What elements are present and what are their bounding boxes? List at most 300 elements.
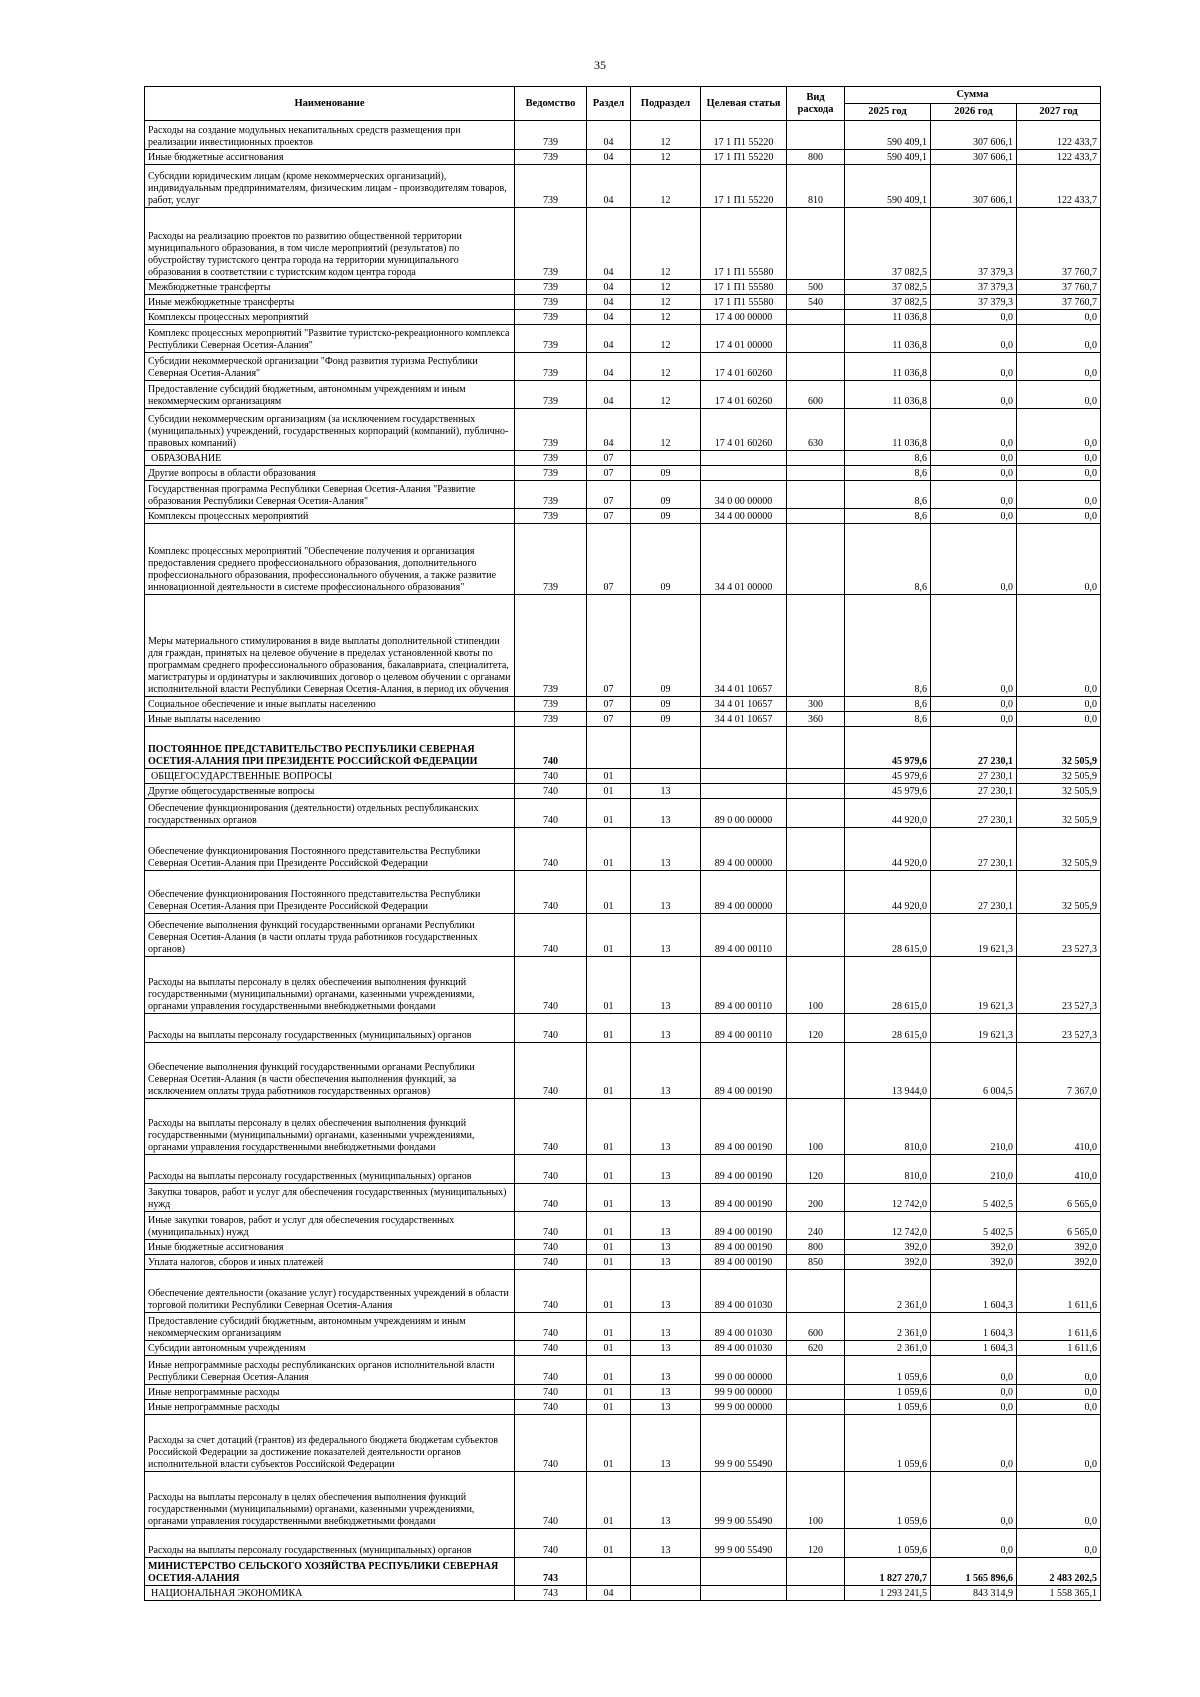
row-vid: 100 [787,1099,845,1155]
row-vid: 360 [787,712,845,727]
row-target: 99 9 00 55490 [701,1529,787,1558]
row-sum-2026: 0,0 [931,712,1017,727]
row-vedomstvo: 739 [515,595,587,697]
row-vedomstvo: 739 [515,451,587,466]
row-razdel: 01 [587,914,631,957]
row-razdel: 01 [587,1385,631,1400]
row-name: Иные выплаты населению [145,712,515,727]
table-row [145,409,1101,451]
row-razdel: 01 [587,1472,631,1529]
row-name: Комплексы процессных мероприятий [145,509,515,524]
row-vedomstvo: 740 [515,957,587,1014]
row-sum-2027: 6 565,0 [1017,1184,1101,1212]
table-row [145,1472,1101,1529]
row-razdel: 01 [587,1184,631,1212]
row-sum-2027: 0,0 [1017,1529,1101,1558]
row-sum-2026: 19 621,3 [931,1014,1017,1043]
row-sum-2026: 1 604,3 [931,1270,1017,1313]
row-sum-2026: 0,0 [931,1415,1017,1472]
row-sum-2027: 410,0 [1017,1155,1101,1184]
table-row [145,1415,1101,1472]
row-razdel: 01 [587,1155,631,1184]
row-razdel: 07 [587,466,631,481]
row-sum-2026: 0,0 [931,1356,1017,1385]
row-sum-2027: 0,0 [1017,381,1101,409]
row-vedomstvo: 740 [515,1155,587,1184]
row-razdel: 01 [587,1255,631,1270]
row-sum-2026: 37 379,3 [931,208,1017,280]
row-sum-2026: 0,0 [931,1529,1017,1558]
row-sum-2025: 8,6 [845,595,931,697]
row-target: 34 4 00 00000 [701,509,787,524]
row-sum-2027: 0,0 [1017,1472,1101,1529]
row-razdel: 01 [587,957,631,1014]
row-target: 89 4 00 00190 [701,1255,787,1270]
row-vid: 800 [787,150,845,165]
row-sum-2025: 1 059,6 [845,1400,931,1415]
row-vedomstvo: 740 [515,1341,587,1356]
row-vedomstvo: 740 [515,1212,587,1240]
row-sum-2026: 0,0 [931,697,1017,712]
table-row [145,481,1101,509]
row-razdel: 01 [587,784,631,799]
row-sum-2026: 0,0 [931,481,1017,509]
row-sum-2027: 122 433,7 [1017,121,1101,150]
row-sum-2025: 28 615,0 [845,1014,931,1043]
row-name: Субсидии некоммерческим организациям (за исключением государственных (муниципальных) учреждений, государственных корпораций (компаний), публично-правовых компаний) [145,409,515,451]
row-vid [787,509,845,524]
row-podrazdel: 13 [631,1356,701,1385]
row-razdel: 01 [587,1014,631,1043]
header-razdel: Раздел [587,87,631,121]
row-sum-2026: 0,0 [931,451,1017,466]
table-row [145,957,1101,1014]
row-name: Расходы на выплаты персоналу в целях обеспечения выполнения функций государственными (муниципальными) органами, казенными учреждениями, органами управления государственными внебюджетными фондами [145,1099,515,1155]
row-podrazdel: 09 [631,524,701,595]
row-razdel: 04 [587,310,631,325]
row-podrazdel: 12 [631,409,701,451]
row-vid: 800 [787,1240,845,1255]
row-name: ОБРАЗОВАНИЕ [145,451,515,466]
row-target [701,1558,787,1586]
row-sum-2027: 0,0 [1017,481,1101,509]
row-razdel: 04 [587,150,631,165]
row-podrazdel: 12 [631,150,701,165]
row-sum-2026: 1 565 896,6 [931,1558,1017,1586]
row-sum-2025: 45 979,6 [845,784,931,799]
row-podrazdel: 13 [631,1313,701,1341]
row-vedomstvo: 740 [515,1099,587,1155]
row-target: 17 4 01 60260 [701,409,787,451]
table-row [145,1255,1101,1270]
row-razdel: 01 [587,799,631,828]
row-vid: 850 [787,1255,845,1270]
row-name: Закупка товаров, работ и услуг для обеспечения государственных (муниципальных) нужд [145,1184,515,1212]
row-name: Обеспечение функционирования (деятельности) отдельных республиканских государственных органов [145,799,515,828]
row-razdel: 07 [587,697,631,712]
row-target: 34 4 01 00000 [701,524,787,595]
row-razdel: 04 [587,280,631,295]
row-vid: 300 [787,697,845,712]
row-podrazdel: 09 [631,595,701,697]
row-vedomstvo: 743 [515,1586,587,1601]
row-sum-2025: 1 059,6 [845,1356,931,1385]
row-sum-2025: 1 827 270,7 [845,1558,931,1586]
row-razdel: 07 [587,595,631,697]
row-target: 34 4 01 10657 [701,712,787,727]
table-row [145,325,1101,353]
row-sum-2026: 27 230,1 [931,727,1017,769]
row-name: Расходы на выплаты персоналу в целях обеспечения выполнения функций государственными (муниципальными) органами, казенными учреждениями, органами управления государственными внебюджетными фондами [145,957,515,1014]
row-vid [787,1415,845,1472]
row-vid: 540 [787,295,845,310]
row-razdel: 01 [587,1212,631,1240]
row-razdel: 01 [587,1356,631,1385]
row-vid: 120 [787,1529,845,1558]
row-name: Другие общегосударственные вопросы [145,784,515,799]
row-name: Предоставление субсидий бюджетным, автономным учреждениям и иным некоммерческим организациям [145,1313,515,1341]
row-target: 17 1 П1 55220 [701,150,787,165]
row-sum-2025: 8,6 [845,481,931,509]
row-name: Расходы на выплаты персоналу в целях обеспечения выполнения функций государственными (муниципальными) органами, казенными учреждениями, органами управления государственными внебюджетными фондами [145,1472,515,1529]
row-sum-2025: 37 082,5 [845,280,931,295]
row-sum-2025: 44 920,0 [845,828,931,871]
row-sum-2025: 8,6 [845,712,931,727]
table-row [145,1240,1101,1255]
row-podrazdel: 09 [631,712,701,727]
row-sum-2027: 0,0 [1017,409,1101,451]
table-row [145,1356,1101,1385]
row-razdel: 01 [587,1240,631,1255]
row-sum-2027: 0,0 [1017,712,1101,727]
row-sum-2025: 11 036,8 [845,325,931,353]
row-sum-2027: 32 505,9 [1017,769,1101,784]
row-sum-2026: 392,0 [931,1255,1017,1270]
row-podrazdel: 12 [631,310,701,325]
header-2025: 2025 год [845,104,931,121]
row-razdel: 04 [587,325,631,353]
row-name: Субсидии автономным учреждениям [145,1341,515,1356]
table-row [145,310,1101,325]
row-razdel [587,727,631,769]
row-podrazdel: 13 [631,1240,701,1255]
row-name: Государственная программа Республики Северная Осетия-Алания "Развитие образования Республики Северная Осетия-Алания" [145,481,515,509]
row-podrazdel: 13 [631,1212,701,1240]
row-razdel: 04 [587,353,631,381]
row-razdel: 01 [587,1099,631,1155]
row-sum-2027: 122 433,7 [1017,150,1101,165]
row-podrazdel: 13 [631,1472,701,1529]
row-vedomstvo: 739 [515,353,587,381]
row-target: 89 4 00 00110 [701,957,787,1014]
row-podrazdel [631,451,701,466]
row-target: 17 4 00 00000 [701,310,787,325]
row-vedomstvo: 740 [515,1472,587,1529]
table-row [145,1184,1101,1212]
table-header [145,87,1101,121]
row-vid [787,1385,845,1400]
row-name: НАЦИОНАЛЬНАЯ ЭКОНОМИКА [145,1586,515,1601]
row-podrazdel: 13 [631,1255,701,1270]
row-sum-2025: 1 059,6 [845,1472,931,1529]
row-sum-2027: 32 505,9 [1017,784,1101,799]
row-vedomstvo: 743 [515,1558,587,1586]
table-row [145,1043,1101,1099]
row-sum-2027: 0,0 [1017,325,1101,353]
row-sum-2025: 2 361,0 [845,1270,931,1313]
row-vid: 600 [787,381,845,409]
row-sum-2027: 32 505,9 [1017,799,1101,828]
row-vedomstvo: 740 [515,1385,587,1400]
row-name: Расходы на выплаты персоналу государственных (муниципальных) органов [145,1014,515,1043]
row-podrazdel: 13 [631,871,701,914]
row-name: Межбюджетные трансферты [145,280,515,295]
row-sum-2027: 0,0 [1017,1356,1101,1385]
row-sum-2027: 0,0 [1017,466,1101,481]
row-name: Иные непрограммные расходы республиканских органов исполнительной власти Республики Северная Осетия-Алания [145,1356,515,1385]
row-podrazdel: 12 [631,165,701,208]
table-row [145,769,1101,784]
row-podrazdel [631,727,701,769]
table-row [145,697,1101,712]
table-row [145,1586,1101,1601]
header-sum: Сумма [845,87,1101,104]
row-name: Иные закупки товаров, работ и услуг для обеспечения государственных (муниципальных) нужд [145,1212,515,1240]
row-sum-2026: 307 606,1 [931,121,1017,150]
row-target [701,727,787,769]
row-target: 34 4 01 10657 [701,595,787,697]
row-target [701,1586,787,1601]
row-name: Расходы на выплаты персоналу государственных (муниципальных) органов [145,1529,515,1558]
row-sum-2025: 590 409,1 [845,150,931,165]
row-razdel: 01 [587,1270,631,1313]
row-sum-2025: 28 615,0 [845,957,931,1014]
row-name: Иные бюджетные ассигнования [145,1240,515,1255]
row-sum-2025: 45 979,6 [845,727,931,769]
header-podrazdel: Подраздел [631,87,701,121]
row-target: 17 4 01 60260 [701,353,787,381]
row-sum-2026: 19 621,3 [931,957,1017,1014]
row-sum-2025: 11 036,8 [845,353,931,381]
table-row [145,1212,1101,1240]
row-vedomstvo: 739 [515,466,587,481]
row-vedomstvo: 740 [515,871,587,914]
row-name: Субсидии некоммерческой организации "Фонд развития туризма Республики Северная Осетия-Алания" [145,353,515,381]
row-sum-2025: 1 059,6 [845,1529,931,1558]
row-sum-2025: 11 036,8 [845,310,931,325]
table-row [145,208,1101,280]
row-sum-2026: 27 230,1 [931,828,1017,871]
row-podrazdel: 13 [631,1400,701,1415]
row-razdel: 04 [587,1586,631,1601]
row-vedomstvo: 740 [515,1240,587,1255]
row-target [701,451,787,466]
row-sum-2025: 28 615,0 [845,914,931,957]
row-vid: 240 [787,1212,845,1240]
row-sum-2027: 23 527,3 [1017,957,1101,1014]
row-sum-2027: 1 558 365,1 [1017,1586,1101,1601]
table-body [145,121,1101,1601]
row-name: Предоставление субсидий бюджетным, автономным учреждениям и иным некоммерческим организациям [145,381,515,409]
row-name: Другие вопросы в области образования [145,466,515,481]
row-vedomstvo: 740 [515,727,587,769]
row-vedomstvo: 739 [515,310,587,325]
row-razdel: 01 [587,769,631,784]
row-vid: 620 [787,1341,845,1356]
row-target: 34 0 00 00000 [701,481,787,509]
row-razdel: 01 [587,828,631,871]
table-row [145,165,1101,208]
row-sum-2026: 6 004,5 [931,1043,1017,1099]
row-vedomstvo: 740 [515,1313,587,1341]
table-row [145,353,1101,381]
row-target: 89 4 00 01030 [701,1341,787,1356]
row-sum-2025: 44 920,0 [845,871,931,914]
row-vedomstvo: 739 [515,325,587,353]
row-vedomstvo: 740 [515,1270,587,1313]
row-podrazdel: 12 [631,121,701,150]
row-target: 17 1 П1 55580 [701,208,787,280]
row-name: Иные непрограммные расходы [145,1385,515,1400]
row-vedomstvo: 740 [515,1529,587,1558]
row-sum-2027: 23 527,3 [1017,914,1101,957]
row-podrazdel: 09 [631,481,701,509]
row-vedomstvo: 739 [515,509,587,524]
row-sum-2026: 0,0 [931,325,1017,353]
row-sum-2026: 0,0 [931,409,1017,451]
row-vid [787,1270,845,1313]
row-target: 17 4 01 60260 [701,381,787,409]
row-vid [787,466,845,481]
row-sum-2026: 5 402,5 [931,1184,1017,1212]
table-row [145,1341,1101,1356]
row-sum-2027: 392,0 [1017,1240,1101,1255]
row-name: Расходы на реализацию проектов по развитию общественной территории муниципального образования, в том числе мероприятий (результатов) по обустройству туристского центра города на территории муниципального образования в соответствии с туристским кодом центра города [145,208,515,280]
row-sum-2026: 0,0 [931,1472,1017,1529]
row-podrazdel: 13 [631,799,701,828]
row-name: ПОСТОЯННОЕ ПРЕДСТАВИТЕЛЬСТВО РЕСПУБЛИКИ СЕВЕРНАЯ ОСЕТИЯ-АЛАНИЯ ПРИ ПРЕЗИДЕНТЕ РОССИЙСКОЙ ФЕДЕРАЦИИ [145,727,515,769]
row-vid [787,310,845,325]
row-target: 99 0 00 00000 [701,1356,787,1385]
row-name: Иные межбюджетные трансферты [145,295,515,310]
row-sum-2025: 8,6 [845,524,931,595]
row-target: 99 9 00 00000 [701,1400,787,1415]
table-row [145,712,1101,727]
table-row [145,595,1101,697]
table-row [145,1014,1101,1043]
row-razdel: 04 [587,165,631,208]
row-sum-2026: 19 621,3 [931,914,1017,957]
row-sum-2027: 392,0 [1017,1255,1101,1270]
row-sum-2025: 8,6 [845,509,931,524]
row-vedomstvo: 739 [515,381,587,409]
row-target: 17 1 П1 55580 [701,280,787,295]
row-target [701,466,787,481]
row-podrazdel [631,1586,701,1601]
row-sum-2027: 410,0 [1017,1099,1101,1155]
row-vedomstvo: 740 [515,914,587,957]
row-podrazdel: 13 [631,1341,701,1356]
row-target: 17 1 П1 55580 [701,295,787,310]
row-name: Уплата налогов, сборов и иных платежей [145,1255,515,1270]
row-target: 89 4 00 00000 [701,828,787,871]
row-sum-2025: 810,0 [845,1099,931,1155]
row-sum-2025: 37 082,5 [845,295,931,310]
table-row [145,466,1101,481]
row-podrazdel: 13 [631,914,701,957]
row-razdel: 01 [587,1313,631,1341]
row-vid [787,1400,845,1415]
row-target [701,784,787,799]
row-podrazdel [631,1558,701,1586]
row-vid: 100 [787,1472,845,1529]
row-vid [787,769,845,784]
row-name: МИНИСТЕРСТВО СЕЛЬСКОГО ХОЗЯЙСТВА РЕСПУБЛИКИ СЕВЕРНАЯ ОСЕТИЯ-АЛАНИЯ [145,1558,515,1586]
row-sum-2025: 12 742,0 [845,1212,931,1240]
row-vid: 630 [787,409,845,451]
row-sum-2026: 37 379,3 [931,280,1017,295]
row-sum-2026: 0,0 [931,353,1017,381]
row-sum-2026: 843 314,9 [931,1586,1017,1601]
table-row [145,1385,1101,1400]
row-podrazdel: 09 [631,697,701,712]
table-row [145,1313,1101,1341]
row-name: Обеспечение выполнения функций государственными органами Республики Северная Осетия-Алания (в части обеспечения выполнения функций, за исключением оплаты труда работников государственных органов) [145,1043,515,1099]
row-vedomstvo: 740 [515,1014,587,1043]
row-vid [787,325,845,353]
row-sum-2027: 32 505,9 [1017,871,1101,914]
row-sum-2025: 590 409,1 [845,165,931,208]
row-sum-2025: 1 059,6 [845,1385,931,1400]
table-row [145,1270,1101,1313]
row-sum-2025: 8,6 [845,451,931,466]
row-sum-2026: 1 604,3 [931,1341,1017,1356]
row-sum-2025: 8,6 [845,466,931,481]
row-sum-2026: 1 604,3 [931,1313,1017,1341]
row-sum-2026: 0,0 [931,509,1017,524]
table-row [145,727,1101,769]
row-sum-2027: 23 527,3 [1017,1014,1101,1043]
row-vid [787,353,845,381]
row-target: 89 4 00 00110 [701,914,787,957]
row-sum-2026: 392,0 [931,1240,1017,1255]
row-razdel: 01 [587,1529,631,1558]
header-2026: 2026 год [931,104,1017,121]
table-row [145,295,1101,310]
row-vedomstvo: 740 [515,799,587,828]
row-razdel: 07 [587,524,631,595]
row-name: Расходы за счет дотаций (грантов) из федерального бюджета бюджетам субъектов Российской Федерации за достижение показателей деятельности органов исполнительной власти субъектов Российской Федерации [145,1415,515,1472]
row-sum-2025: 37 082,5 [845,208,931,280]
row-name: Иные бюджетные ассигнования [145,150,515,165]
row-name: Расходы на создание модульных некапитальных средств размещения при реализации инвестиционных проектов [145,121,515,150]
row-podrazdel [631,769,701,784]
row-vedomstvo: 740 [515,1184,587,1212]
table-row [145,828,1101,871]
row-vedomstvo: 739 [515,165,587,208]
row-sum-2025: 590 409,1 [845,121,931,150]
row-sum-2027: 0,0 [1017,451,1101,466]
row-podrazdel: 09 [631,466,701,481]
row-vid [787,914,845,957]
table-row [145,509,1101,524]
row-vedomstvo: 740 [515,828,587,871]
row-target: 89 4 00 00190 [701,1212,787,1240]
row-podrazdel: 12 [631,280,701,295]
row-sum-2027: 37 760,7 [1017,280,1101,295]
row-sum-2027: 1 611,6 [1017,1313,1101,1341]
table-row [145,1529,1101,1558]
